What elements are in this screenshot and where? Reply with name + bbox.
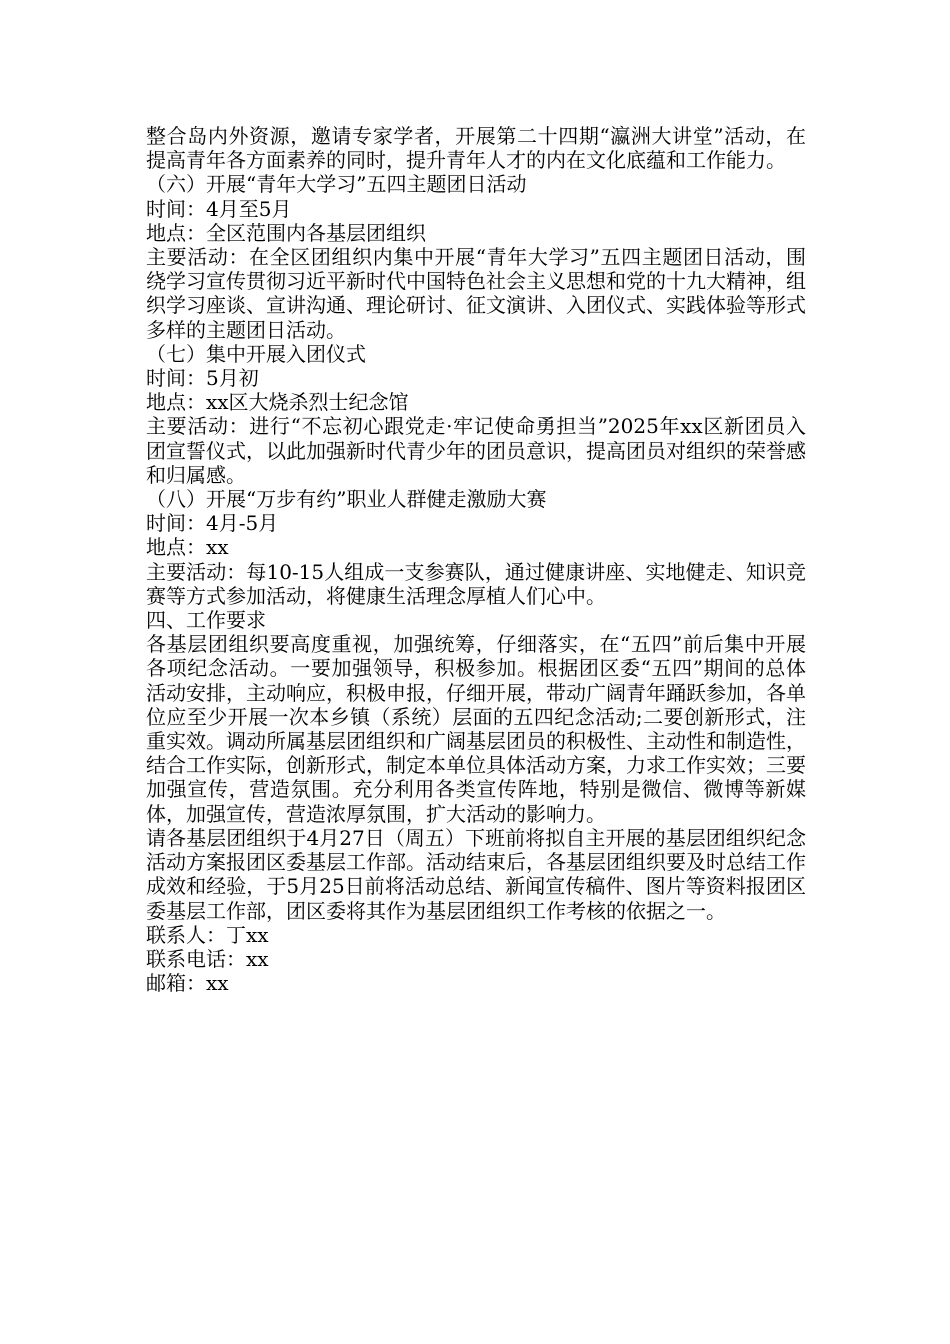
section-heading: 四、工作要求 <box>146 608 266 633</box>
paragraph: 主要活动：在全区团组织内集中开展“青年大学习”五四主题团日活动，围绕学习宣传贯彻习近平新时代中国特色社会主义思想和党的十九大精神，组织学习座谈、宣讲沟通、理论研讨、征文演讲、入团仪式、实践体验等形式多样的主题团日活动。 <box>146 245 806 342</box>
paragraph: 主要活动：每10-15人组成一支参赛队，通过健康讲座、实地健走、知识竞赛等方式参加活动，将健康生活理念厚植人们心中。 <box>146 559 806 608</box>
section-heading: （六）开展“青年大学习”五四主题团日活动 <box>146 172 527 197</box>
document-body <box>146 124 806 995</box>
paragraph: 各基层团组织要高度重视，加强统筹，仔细落实，在“五四”前后集中开展各项纪念活动。一要加强领导，积极参加。根据团区委“五四”期间的总体活动安排，主动响应，积极申报，仔细开展，带动广阔青年踊跃参加，各单位应至少开展一次本乡镇（系统）层面的五四纪念活动;二要创新形式，注重实效。调动所属基层团组织和广阔基层团员的积极性、主动性和制造性，结合工作实际，创新形式，制定本单位具体活动方案，力求工作实效；三要加强宣传，营造氛围。充分利用各类宣传阵地，特别是微信、微博等新媒体，加强宣传，营造浓厚氛围，扩大活动的影响力。 <box>146 632 806 826</box>
paragraph: 请各基层团组织于4月27日（周五）下班前将拟自主开展的基层团组织纪念活动方案报团区委基层工作部。活动结束后，各基层团组织要及时总结工作成效和经验，于5月25日前将活动总结、新闻宣传稿件、图片等资料报团区委基层工作部，团区委将其作为基层团组织工作考核的依据之一。 <box>146 825 806 923</box>
paragraph: 地点：xx区大烧杀烈士纪念馆 <box>146 390 409 415</box>
section-heading: （七）集中开展入团仪式 <box>146 341 366 366</box>
paragraph: 地点：xx <box>146 535 229 560</box>
contact-phone: 联系电话：xx <box>146 946 269 971</box>
paragraph: 主要活动：进行“不忘初心跟党走·牢记使命勇担当”2025年xx区新团员入团宣誓仪式，以此加强新时代青少年的团员意识，提高团员对组织的荣誉感和归属感。 <box>146 414 806 487</box>
contact-person: 联系人：丁xx <box>146 922 269 947</box>
paragraph: 时间：5月初 <box>146 366 259 391</box>
paragraph: 时间：4月-5月 <box>146 511 279 536</box>
paragraph: 时间：4月至5月 <box>146 196 292 221</box>
section-heading: （八）开展“万步有约”职业人群健走激励大赛 <box>146 487 547 512</box>
paragraph: 地点：全区范围内各基层团组织 <box>146 220 426 245</box>
contact-email: 邮箱：xx <box>146 971 229 996</box>
paragraph: 整合岛内外资源，邀请专家学者，开展第二十四期“瀛洲大讲堂”活动，在提高青年各方面素养的同时，提升青年人才的内在文化底蕴和工作能力。 <box>146 124 806 173</box>
